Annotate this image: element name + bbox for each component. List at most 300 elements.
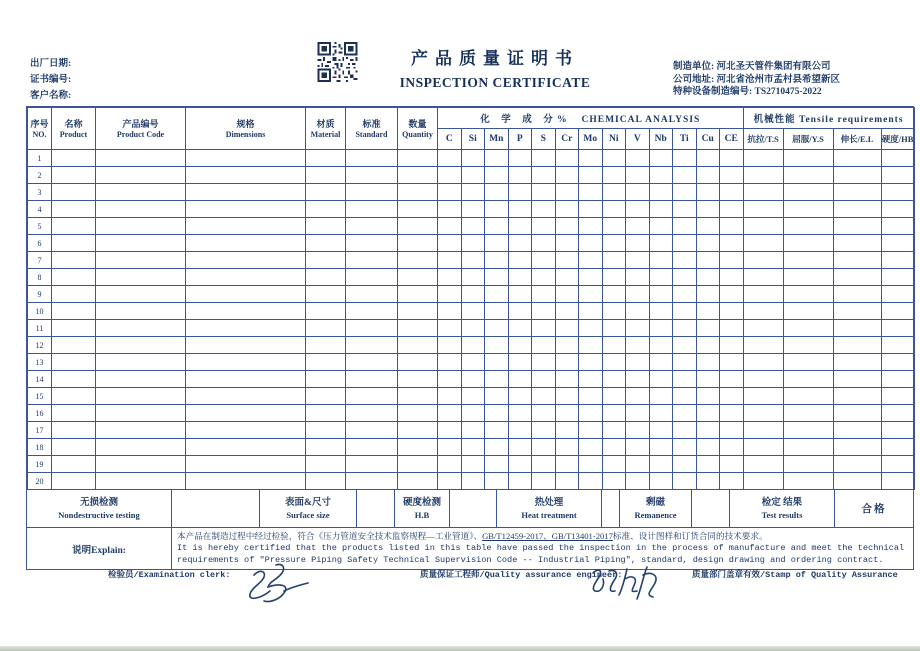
- table-cell: [346, 303, 398, 320]
- table-cell: [649, 388, 673, 405]
- table-cell: [52, 218, 96, 235]
- table-cell: [743, 303, 783, 320]
- row-number: 1: [28, 150, 52, 167]
- table-cell: [438, 269, 462, 286]
- table-cell: [52, 388, 96, 405]
- table-cell: [579, 201, 603, 218]
- table-row: [28, 337, 915, 354]
- table-cell: [96, 286, 186, 303]
- table-cell: [579, 218, 603, 235]
- surface-label: 表面&尺寸 Surface size: [260, 490, 357, 527]
- table-cell: [555, 456, 579, 473]
- table-cell: [881, 371, 914, 388]
- table-row: [28, 201, 915, 218]
- table-cell: [833, 388, 881, 405]
- table-cell: [532, 388, 556, 405]
- table-cell: [720, 150, 744, 167]
- inspection-table: [27, 107, 915, 490]
- row-number: 11: [28, 320, 52, 337]
- table-cell: [485, 439, 509, 456]
- table-cell: [306, 218, 346, 235]
- table-cell: [398, 184, 438, 201]
- table-cell: [96, 405, 186, 422]
- table-cell: [673, 167, 697, 184]
- table-cell: [783, 235, 833, 252]
- table-cell: [649, 473, 673, 490]
- table-cell: [649, 456, 673, 473]
- manufacturer-license: 特种设备制造编号: TS2710475-2022: [673, 87, 822, 97]
- table-cell: [485, 388, 509, 405]
- column-header-material: 材质 Material: [306, 108, 346, 150]
- table-cell: [720, 354, 744, 371]
- table-cell: [743, 184, 783, 201]
- table-cell: [743, 422, 783, 439]
- table-cell: [438, 303, 462, 320]
- element-header-mo: Mo: [579, 129, 603, 150]
- mechanical-subheader: 抗拉/T.S: [743, 129, 783, 150]
- element-header-ti: Ti: [673, 129, 697, 150]
- table-cell: [649, 405, 673, 422]
- table-cell: [881, 184, 914, 201]
- table-cell: [346, 371, 398, 388]
- table-cell: [438, 371, 462, 388]
- hardness-label: 硬度检测 H.B: [395, 490, 450, 527]
- table-cell: [52, 439, 96, 456]
- scan-edge: [0, 646, 920, 651]
- table-cell: [696, 201, 720, 218]
- table-cell: [186, 252, 306, 269]
- table-cell: [783, 184, 833, 201]
- table-cell: [508, 337, 532, 354]
- element-header-c: C: [438, 129, 462, 150]
- table-cell: [555, 371, 579, 388]
- row-number: 7: [28, 252, 52, 269]
- table-cell: [720, 473, 744, 490]
- table-cell: [96, 252, 186, 269]
- table-cell: [461, 439, 485, 456]
- table-cell: [602, 235, 626, 252]
- table-cell: [186, 388, 306, 405]
- certificate-number-field: 证书编号:: [30, 75, 72, 85]
- table-cell: [186, 303, 306, 320]
- table-cell: [461, 235, 485, 252]
- heat-treatment-value-cell: [602, 490, 620, 527]
- table-cell: [743, 456, 783, 473]
- table-cell: [508, 303, 532, 320]
- table-cell: [508, 388, 532, 405]
- table-cell: [833, 201, 881, 218]
- table-cell: [579, 337, 603, 354]
- table-cell: [626, 150, 650, 167]
- table-cell: [96, 439, 186, 456]
- table-cell: [881, 201, 914, 218]
- table-cell: [461, 422, 485, 439]
- table-cell: [186, 184, 306, 201]
- table-cell: [461, 303, 485, 320]
- row-number: 5: [28, 218, 52, 235]
- table-cell: [649, 201, 673, 218]
- quality-stamp-label: 质量部门盖章有效/Stamp of Quality Assurance: [692, 570, 898, 580]
- hardness-value-cell: [450, 490, 497, 527]
- table-cell: [52, 337, 96, 354]
- table-cell: [783, 371, 833, 388]
- table-cell: [579, 473, 603, 490]
- table-cell: [398, 320, 438, 337]
- table-cell: [626, 439, 650, 456]
- surface-value-cell: [357, 490, 395, 527]
- table-cell: [626, 405, 650, 422]
- table-cell: [602, 201, 626, 218]
- table-cell: [346, 201, 398, 218]
- table-cell: [346, 473, 398, 490]
- table-cell: [186, 201, 306, 218]
- page-title: 产品质量证明书: [411, 49, 579, 68]
- table-row: [28, 303, 915, 320]
- table-cell: [673, 473, 697, 490]
- explain-label: 说明Explain:: [27, 528, 172, 569]
- table-cell: [306, 405, 346, 422]
- table-cell: [186, 473, 306, 490]
- table-cell: [881, 269, 914, 286]
- table-cell: [881, 354, 914, 371]
- mechanical-subheader: 屈服/Y.S: [783, 129, 833, 150]
- table-cell: [743, 439, 783, 456]
- table-cell: [783, 405, 833, 422]
- table-cell: [626, 320, 650, 337]
- manufacturer-name: 制造单位: 河北圣天管件集团有限公司: [673, 62, 831, 72]
- table-cell: [673, 439, 697, 456]
- table-cell: [96, 150, 186, 167]
- table-cell: [96, 184, 186, 201]
- element-header-mn: Mn: [485, 129, 509, 150]
- table-cell: [673, 405, 697, 422]
- table-cell: [720, 218, 744, 235]
- table-cell: [579, 252, 603, 269]
- table-cell: [438, 252, 462, 269]
- element-header-cu: Cu: [696, 129, 720, 150]
- table-cell: [720, 422, 744, 439]
- table-cell: [783, 473, 833, 490]
- table-cell: [398, 473, 438, 490]
- table-cell: [579, 303, 603, 320]
- customer-name-field: 客户名称:: [30, 91, 72, 101]
- table-cell: [346, 286, 398, 303]
- table-cell: [485, 354, 509, 371]
- table-cell: [743, 371, 783, 388]
- table-cell: [555, 218, 579, 235]
- table-cell: [96, 388, 186, 405]
- table-cell: [579, 167, 603, 184]
- table-cell: [461, 150, 485, 167]
- table-cell: [602, 184, 626, 201]
- test-results-label: 检定 结果 Test results: [730, 490, 835, 527]
- row-number: 12: [28, 337, 52, 354]
- table-cell: [346, 269, 398, 286]
- table-cell: [186, 286, 306, 303]
- table-cell: [186, 150, 306, 167]
- table-cell: [696, 388, 720, 405]
- element-header-nb: Nb: [649, 129, 673, 150]
- table-cell: [508, 150, 532, 167]
- table-cell: [346, 354, 398, 371]
- table-cell: [720, 303, 744, 320]
- table-cell: [833, 303, 881, 320]
- ndt-label: 无损检测 Nondestructive testing: [27, 490, 172, 527]
- table-cell: [743, 473, 783, 490]
- table-cell: [579, 150, 603, 167]
- table-cell: [398, 201, 438, 218]
- table-cell: [438, 439, 462, 456]
- table-cell: [833, 269, 881, 286]
- table-cell: [833, 354, 881, 371]
- table-cell: [626, 337, 650, 354]
- table-cell: [555, 150, 579, 167]
- table-cell: [508, 456, 532, 473]
- table-cell: [673, 303, 697, 320]
- table-cell: [96, 235, 186, 252]
- table-cell: [696, 354, 720, 371]
- table-cell: [438, 473, 462, 490]
- table-cell: [673, 422, 697, 439]
- table-cell: [649, 252, 673, 269]
- table-cell: [508, 201, 532, 218]
- table-row: [28, 439, 915, 456]
- table-cell: [673, 269, 697, 286]
- quality-engineer-label: 质量保证工程师/Quality assurance engineer:: [420, 570, 623, 580]
- table-cell: [96, 354, 186, 371]
- table-cell: [626, 252, 650, 269]
- table-cell: [833, 184, 881, 201]
- table-cell: [186, 422, 306, 439]
- test-results-value: 合格: [861, 504, 887, 515]
- table-cell: [461, 252, 485, 269]
- table-cell: [461, 405, 485, 422]
- row-number: 10: [28, 303, 52, 320]
- table-cell: [579, 286, 603, 303]
- table-cell: [186, 439, 306, 456]
- table-cell: [555, 269, 579, 286]
- table-cell: [508, 354, 532, 371]
- element-header-s: S: [532, 129, 556, 150]
- table-cell: [306, 303, 346, 320]
- table-cell: [881, 286, 914, 303]
- table-cell: [485, 184, 509, 201]
- table-cell: [720, 388, 744, 405]
- table-cell: [461, 354, 485, 371]
- table-cell: [783, 252, 833, 269]
- table-cell: [555, 252, 579, 269]
- table-cell: [555, 337, 579, 354]
- table-cell: [649, 286, 673, 303]
- column-header-dimensions: 规格 Dimensions: [186, 108, 306, 150]
- table-cell: [186, 167, 306, 184]
- table-cell: [720, 371, 744, 388]
- explain-line-en-1: It is hereby certified that the products listed in this table have passed the inspection in the process of manufacture and meet the technical: [177, 543, 905, 553]
- table-row: [28, 184, 915, 201]
- table-cell: [602, 422, 626, 439]
- table-cell: [306, 269, 346, 286]
- table-cell: [398, 167, 438, 184]
- table-cell: [485, 405, 509, 422]
- table-cell: [52, 235, 96, 252]
- table-cell: [532, 235, 556, 252]
- table-cell: [833, 456, 881, 473]
- table-row: [28, 286, 915, 303]
- table-row: [28, 371, 915, 388]
- table-cell: [673, 201, 697, 218]
- table-cell: [306, 252, 346, 269]
- header-meta-left: [30, 56, 71, 104]
- row-number: 16: [28, 405, 52, 422]
- table-cell: [696, 303, 720, 320]
- table-cell: [783, 218, 833, 235]
- table-cell: [186, 405, 306, 422]
- table-cell: [186, 371, 306, 388]
- table-cell: [96, 371, 186, 388]
- table-cell: [602, 303, 626, 320]
- table-cell: [306, 439, 346, 456]
- table-cell: [306, 167, 346, 184]
- remanence-value-cell: [692, 490, 730, 527]
- table-cell: [743, 235, 783, 252]
- table-cell: [555, 286, 579, 303]
- row-number: 20: [28, 473, 52, 490]
- table-cell: [438, 405, 462, 422]
- column-header-product: 名称 Product: [52, 108, 96, 150]
- table-cell: [555, 235, 579, 252]
- table-cell: [438, 354, 462, 371]
- table-cell: [461, 286, 485, 303]
- table-row: [28, 422, 915, 439]
- table-cell: [438, 184, 462, 201]
- table-cell: [602, 405, 626, 422]
- table-cell: [461, 218, 485, 235]
- table-cell: [579, 439, 603, 456]
- table-cell: [96, 218, 186, 235]
- table-cell: [833, 167, 881, 184]
- table-cell: [783, 286, 833, 303]
- table-cell: [532, 201, 556, 218]
- table-cell: [186, 218, 306, 235]
- table-cell: [602, 473, 626, 490]
- table-cell: [833, 286, 881, 303]
- table-cell: [52, 303, 96, 320]
- table-cell: [626, 354, 650, 371]
- table-cell: [720, 320, 744, 337]
- table-cell: [696, 269, 720, 286]
- table-cell: [555, 473, 579, 490]
- table-cell: [602, 439, 626, 456]
- table-cell: [720, 201, 744, 218]
- table-cell: [398, 371, 438, 388]
- table-cell: [346, 320, 398, 337]
- table-cell: [52, 473, 96, 490]
- table-cell: [438, 201, 462, 218]
- table-cell: [532, 320, 556, 337]
- table-cell: [783, 167, 833, 184]
- table-cell: [696, 235, 720, 252]
- table-row: [28, 388, 915, 405]
- table-row: [28, 456, 915, 473]
- table-cell: [555, 422, 579, 439]
- table-cell: [602, 456, 626, 473]
- table-cell: [485, 473, 509, 490]
- table-cell: [743, 252, 783, 269]
- table-cell: [485, 252, 509, 269]
- table-cell: [881, 405, 914, 422]
- table-cell: [96, 201, 186, 218]
- table-cell: [52, 320, 96, 337]
- table-cell: [438, 422, 462, 439]
- table-cell: [626, 167, 650, 184]
- table-cell: [833, 150, 881, 167]
- table-cell: [720, 184, 744, 201]
- table-cell: [508, 269, 532, 286]
- table-cell: [461, 337, 485, 354]
- table-cell: [485, 218, 509, 235]
- table-cell: [508, 218, 532, 235]
- table-cell: [398, 286, 438, 303]
- column-header-quantity: 数量 Quantity: [398, 108, 438, 150]
- table-cell: [579, 388, 603, 405]
- table-cell: [881, 422, 914, 439]
- table-cell: [508, 371, 532, 388]
- table-cell: [881, 320, 914, 337]
- table-cell: [346, 388, 398, 405]
- table-cell: [398, 456, 438, 473]
- table-cell: [649, 150, 673, 167]
- table-cell: [346, 337, 398, 354]
- table-cell: [649, 354, 673, 371]
- table-cell: [96, 269, 186, 286]
- table-row: [28, 269, 915, 286]
- table-cell: [508, 235, 532, 252]
- table-cell: [743, 337, 783, 354]
- table-cell: [438, 218, 462, 235]
- table-cell: [783, 422, 833, 439]
- table-cell: [532, 269, 556, 286]
- mechanical-subheader: 硬度/HB: [881, 129, 914, 150]
- table-cell: [485, 286, 509, 303]
- table-cell: [186, 320, 306, 337]
- table-cell: [398, 303, 438, 320]
- table-cell: [485, 422, 509, 439]
- table-cell: [306, 473, 346, 490]
- manufacturer-address: 公司地址: 河北省沧州市孟村县希望新区: [673, 74, 841, 85]
- table-cell: [52, 456, 96, 473]
- table-cell: [306, 235, 346, 252]
- table-cell: [649, 167, 673, 184]
- table-cell: [306, 371, 346, 388]
- table-cell: [673, 337, 697, 354]
- table-cell: [602, 371, 626, 388]
- table-cell: [626, 218, 650, 235]
- table-cell: [696, 286, 720, 303]
- table-cell: [649, 439, 673, 456]
- table-cell: [673, 456, 697, 473]
- table-cell: [306, 422, 346, 439]
- table-cell: [579, 371, 603, 388]
- page-title-en: INSPECTION CERTIFICATE: [399, 75, 591, 90]
- row-number: 13: [28, 354, 52, 371]
- row-number: 3: [28, 184, 52, 201]
- table-cell: [783, 456, 833, 473]
- table-cell: [532, 252, 556, 269]
- table-cell: [438, 456, 462, 473]
- table-cell: [649, 371, 673, 388]
- table-cell: [485, 201, 509, 218]
- table-cell: [833, 320, 881, 337]
